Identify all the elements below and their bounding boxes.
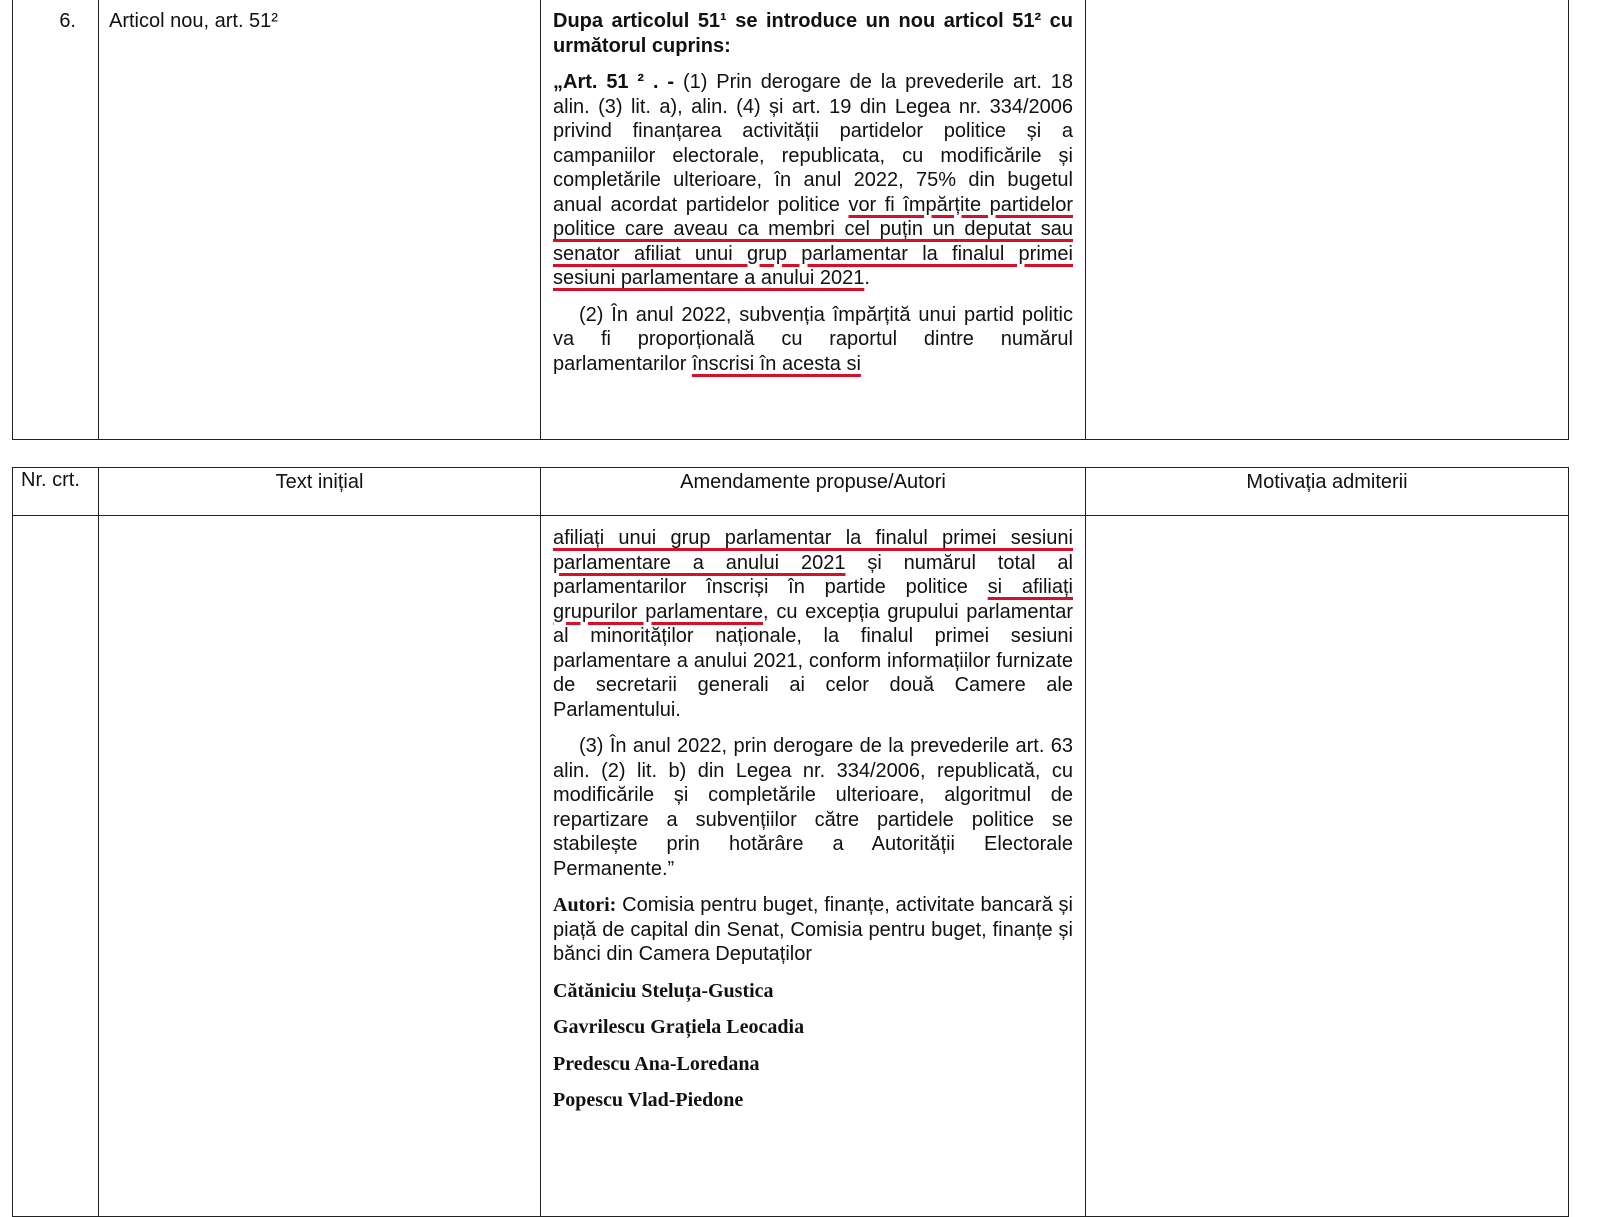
paragraph-2 [553, 303, 1073, 377]
row-number-cell [13, 516, 99, 1217]
header-amendments: Amendamente propuse/Autori [541, 468, 1086, 516]
paragraph-1 [553, 70, 1073, 291]
authors-label: Autori: [553, 894, 617, 916]
row-number: 6. [13, 0, 99, 440]
author-name: Popescu Vlad-Piedone [553, 1089, 744, 1111]
author-name: Predescu Ana-Loredana [553, 1052, 760, 1075]
amendment-intro: Dupa articolul 51¹ se introduce un nou articol 51² cu următorul cuprins: [553, 10, 1073, 57]
amendment-cell [541, 516, 1086, 1217]
paragraph-1-end: . [864, 267, 870, 289]
highlighted-text: si afiliați grupurilor parlamentare [553, 576, 1073, 623]
highlighted-text: afiliați unui grup parlamentar la finalul primei sesiuni parlamentare a anului 2021 [553, 527, 1073, 574]
authors-text: Comisia pentru buget, finanțe, activitate bancară și piață de capital din Senat, Comisia pentru buget, finanțe și bănci din Camera Deputaților [553, 894, 1073, 965]
initial-text-cell [99, 516, 541, 1217]
highlighted-text: înscrisi în acesta si [691, 352, 861, 375]
author-name: Cătăniciu Steluța-Gustica [553, 979, 774, 1002]
paragraph-text: și numărul total al parlamentarilor înscriși în partide politice [553, 551, 1073, 598]
initial-text-cell: Articol nou, art. 51² [99, 0, 541, 440]
paragraph-text: , cu excepția grupului parlamentar al minorităților naționale, la finalul primei sesiuni parlamentare a anului 2021, conform informațiilor furnizate de secretarii generali ai celor două Camere ale Parlamentului. [553, 600, 1073, 721]
paragraph-1-text: (1) Prin derogare de la prevederile art. 18 alin. (3) lit. a), alin. (4) și art. 19 din Legea nr. 334/2006 privind finanțarea activității partidelor politice și a campaniilor electorale, republicata, cu modificările și completările ulterioare, în anul 2022, 75% din bugetul anual acordat partidelor politice [553, 71, 1073, 216]
paragraph-2-text: (2) În anul 2022, subvenția împărțită unui partid politic va fi proporțională cu raportul dintre numărul parlamentarilor [553, 303, 1073, 375]
amendment-cell [541, 0, 1086, 440]
motivation-cell [1086, 0, 1569, 440]
highlighted-text: vor fi împărțite partidelor politice care aveau ca membri cel puțin un deputat sau senator afiliat unui grup parlamentar la finalul primei sesiuni parlamentare a anului 2021 [553, 193, 1074, 289]
article-label: „Art. 51 ² . - [553, 71, 675, 93]
paragraph-3: (3) În anul 2022, prin derogare de la prevederile art. 63 alin. (2) lit. b) din Legea nr. 334/2006, republicată, cu modificările și completările ulterioare, algoritmul de repartizare a subvențiilor către partidele politice se stabilește prin hotărâre a Autorității Electorale Permanente.” [553, 735, 1073, 880]
table-row [13, 516, 1569, 1217]
table-row [13, 0, 1569, 440]
motivation-cell [1086, 516, 1569, 1217]
amendments-table [12, 467, 1569, 1217]
header-motivation: Motivația admiterii [1086, 468, 1569, 516]
paragraph-2-continued [553, 526, 1073, 722]
authors [553, 893, 1073, 967]
author-name: Gavrilescu Grațiela Leocadia [553, 1016, 805, 1038]
header-initial-text: Text inițial [99, 468, 541, 516]
header-nr-crt: Nr. crt. [13, 468, 99, 516]
amendments-table-continued [12, 0, 1569, 440]
table-header-row [13, 468, 1569, 516]
